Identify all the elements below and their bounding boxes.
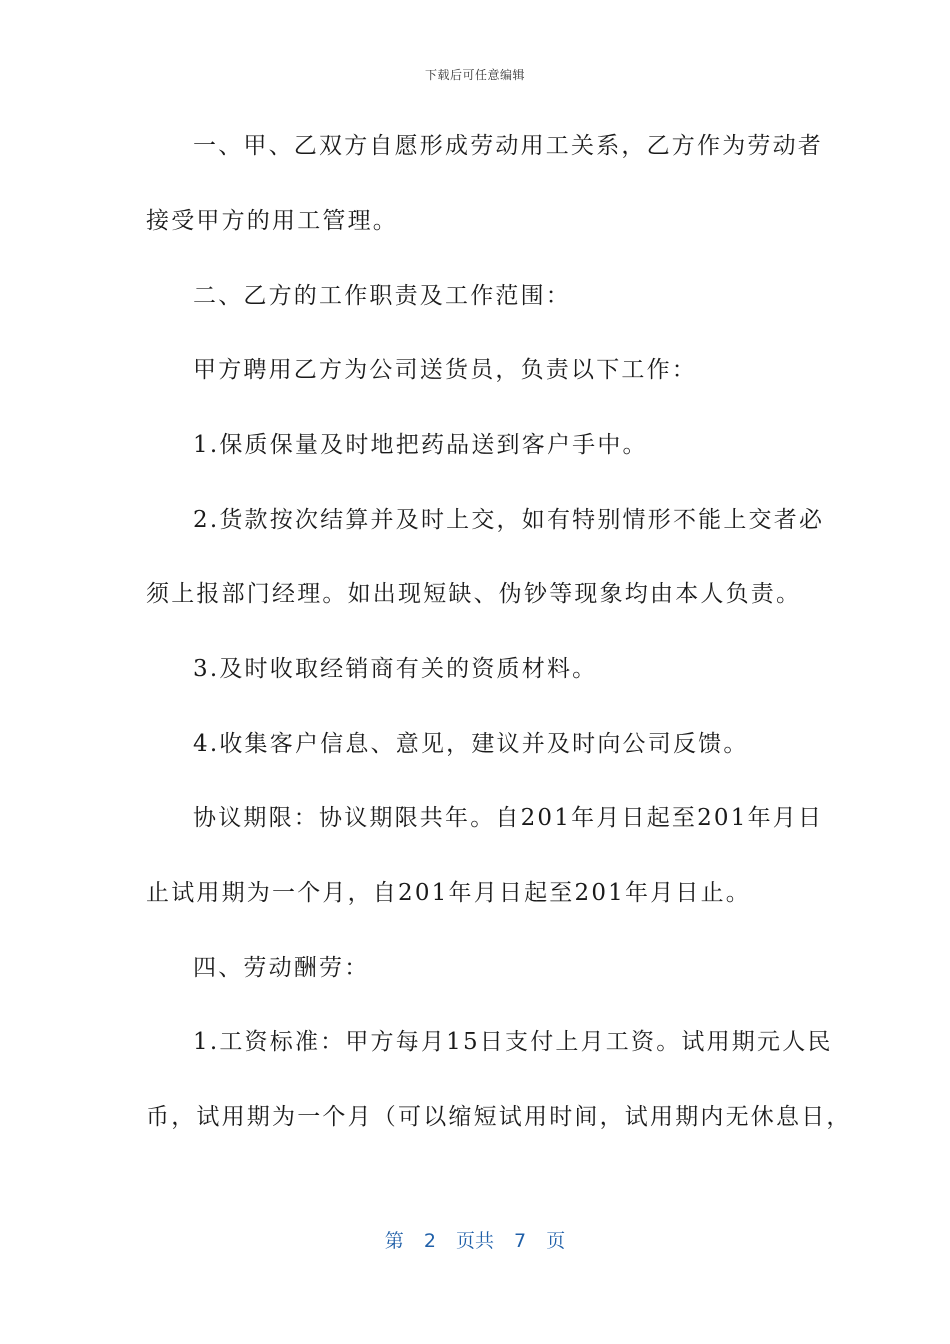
paragraph-line: 1.工资标准：甲方每月15日支付上月工资。试用期元人民 <box>193 1029 833 1055</box>
total-page-count: 7 <box>514 1230 527 1252</box>
current-page-number: 2 <box>423 1230 436 1252</box>
paragraph-line: 甲方聘用乙方为公司送货员，负责以下工作： <box>193 357 697 383</box>
footer-prefix: 第 <box>384 1230 404 1252</box>
footer-middle: 页共 <box>455 1230 494 1252</box>
header-note: 下载后可任意编辑 <box>424 68 525 82</box>
paragraph-line: 协议期限：协议期限共年。自201年月日起至201年月日 <box>193 805 824 831</box>
paragraph-line: 2.货款按次结算并及时上交，如有特别情形不能上交者必 <box>193 507 825 533</box>
paragraph-line: 止试用期为一个月，自201年月日起至201年月日止。 <box>146 880 751 906</box>
paragraph-line: 3.及时收取经销商有关的资质材料。 <box>193 656 598 682</box>
footer-suffix: 页 <box>546 1230 566 1252</box>
page-footer <box>0 1226 950 1253</box>
paragraph-line: 1.保质保量及时地把药品送到客户手中。 <box>193 432 648 458</box>
paragraph-line: 4.收集客户信息、意见，建议并及时向公司反馈。 <box>193 731 749 757</box>
paragraph-line: 一、甲、乙双方自愿形成劳动用工关系，乙方作为劳动者 <box>193 133 823 159</box>
paragraph-line: 须上报部门经理。如出现短缺、伪钞等现象均由本人负责。 <box>146 581 802 607</box>
paragraph-line: 四、劳动酬劳： <box>193 955 370 981</box>
paragraph-line: 接受甲方的用工管理。 <box>146 208 398 234</box>
paragraph-line: 币，试用期为一个月（可以缩短试用时间，试用期内无休息日， <box>146 1104 852 1130</box>
paragraph-line: 二、乙方的工作职责及工作范围： <box>193 283 571 309</box>
